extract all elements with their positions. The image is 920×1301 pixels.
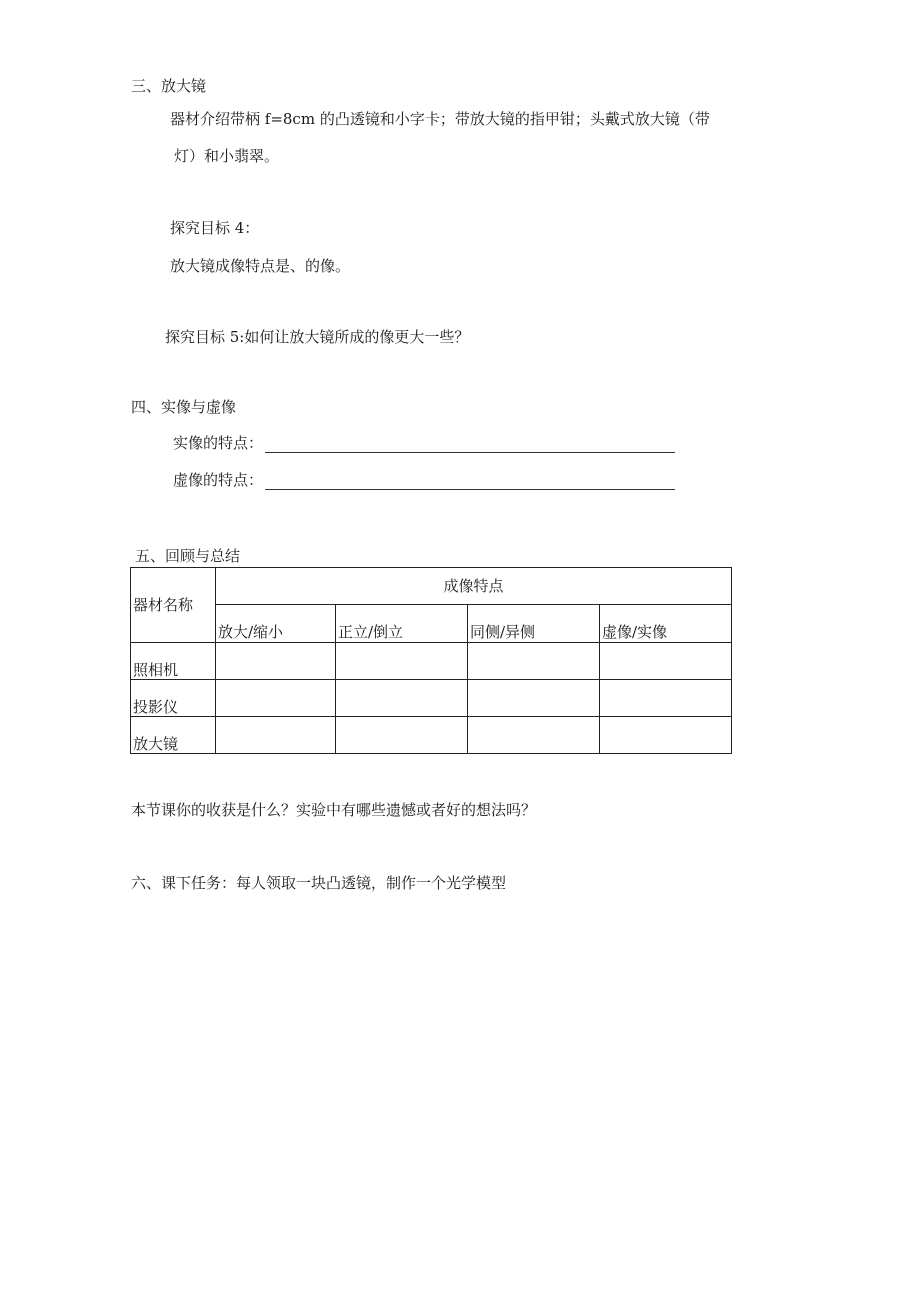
table-cell[interactable]	[216, 717, 336, 754]
table-cell[interactable]	[336, 680, 468, 717]
real-image-label: 实像的特点：	[173, 434, 264, 452]
subheader-same-opposite-side: 同侧/异侧	[468, 605, 600, 643]
subheader-upright-inverted: 正立/倒立	[336, 605, 468, 643]
virtual-image-answer-line[interactable]	[265, 475, 675, 490]
subheader-virtual-real: 虚像/实像	[600, 605, 732, 643]
real-image-answer-line[interactable]	[265, 438, 675, 453]
row-label-projector: 投影仪	[131, 680, 216, 717]
equipment-text-line1: 器材介绍带柄 f=8cm 的凸透镜和小字卡；带放大镜的指甲钳；头戴式放大镜（带	[170, 110, 710, 128]
table-row	[131, 680, 732, 717]
goal4-text: 放大镜成像特点是、的像。	[170, 257, 351, 275]
goal4-label: 探究目标 4：	[170, 219, 260, 237]
row-label-magnifier: 放大镜	[131, 717, 216, 754]
table-cell[interactable]	[600, 643, 732, 680]
header-imaging-features: 成像特点	[216, 568, 732, 605]
subheader-enlarge-reduce: 放大/缩小	[216, 605, 336, 643]
table-cell[interactable]	[216, 643, 336, 680]
real-image-row	[173, 433, 675, 453]
reflection-question: 本节课你的收获是什么？实验中有哪些遗憾或者好的想法吗？	[131, 801, 537, 819]
table-row	[131, 717, 732, 754]
table-row	[131, 643, 732, 680]
section4-heading: 四、实像与虚像	[131, 398, 237, 416]
row-label-camera: 照相机	[131, 643, 216, 680]
table-cell[interactable]	[600, 680, 732, 717]
section5-heading: 五、回顾与总结	[135, 547, 241, 565]
table-cell[interactable]	[600, 717, 732, 754]
header-equipment-name: 器材名称	[131, 568, 216, 643]
summary-table	[130, 567, 732, 754]
table-cell[interactable]	[336, 717, 468, 754]
table-cell[interactable]	[468, 643, 600, 680]
section6-heading: 六、课下任务：每人领取一块凸透镜，制作一个光学模型	[131, 874, 507, 892]
goal5-text: 探究目标 5:如何让放大镜所成的像更大一些？	[165, 328, 470, 346]
virtual-image-row	[173, 470, 675, 490]
virtual-image-label: 虚像的特点：	[173, 471, 264, 489]
table-cell[interactable]	[468, 680, 600, 717]
section3-heading: 三、放大镜	[131, 77, 207, 95]
table-cell[interactable]	[216, 680, 336, 717]
equipment-text-line2: 灯）和小翡翠。	[174, 147, 280, 165]
table-cell[interactable]	[468, 717, 600, 754]
table-cell[interactable]	[336, 643, 468, 680]
